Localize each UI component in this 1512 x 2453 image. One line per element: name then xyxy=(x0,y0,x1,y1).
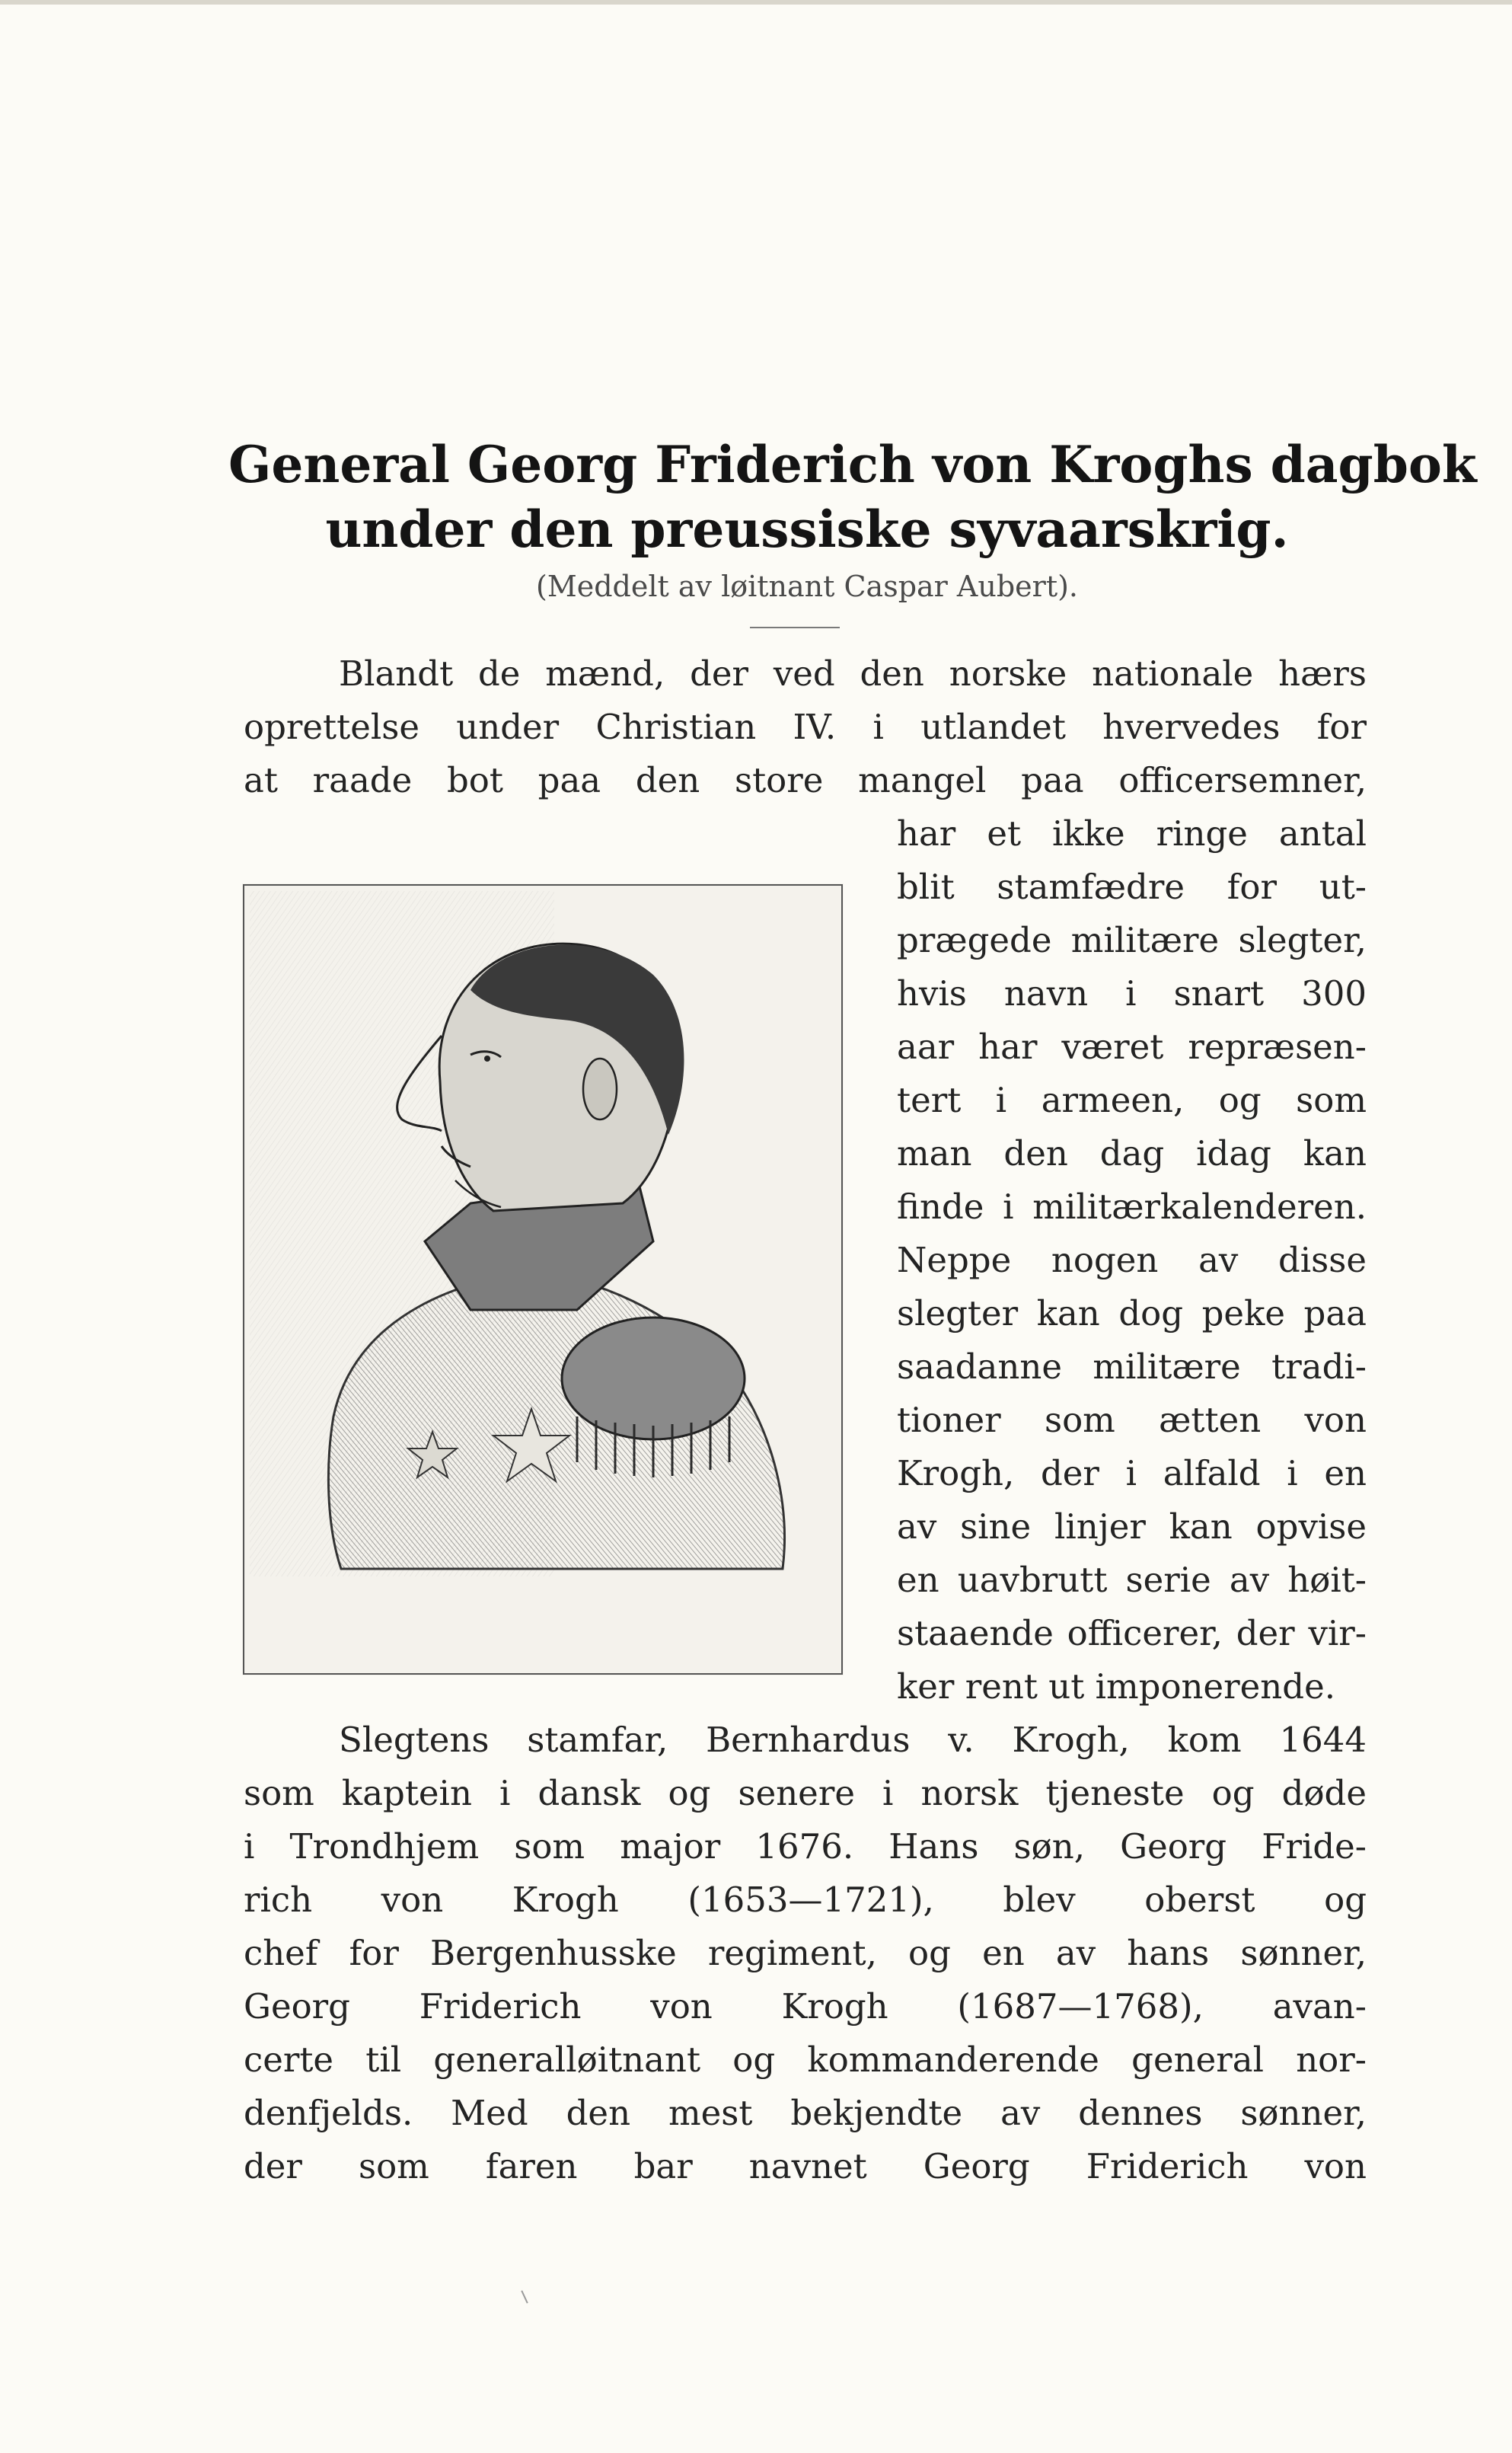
body-line-12: Neppe nogen av disse xyxy=(897,1240,1367,1280)
body-line-22: som kaptein i dansk og senere i norsk tjeneste og døde xyxy=(244,1773,1367,1813)
article-title-line-2: under den preussiske syvaarskrig. xyxy=(325,500,1289,559)
body-line-26: Georg Friderich von Krogh (1687—1768), avan- xyxy=(244,1986,1367,2027)
body-line-23: i Trondhjem som major 1676. Hans søn, Georg Fride- xyxy=(244,1826,1367,1867)
page-top-edge xyxy=(0,0,1512,5)
body-line-25: chef for Bergenhusske regiment, og en av hans sønner, xyxy=(244,1933,1367,1973)
body-line-4: har et ikke ringe antal xyxy=(897,813,1367,854)
body-line-21: Slegtens stamfar, Bernhardus v. Krogh, kom 1644 xyxy=(339,1720,1367,1760)
body-line-24: rich von Krogh (1653—1721), blev oberst og xyxy=(244,1880,1367,1920)
body-line-7: hvis navn i snart 300 xyxy=(897,973,1367,1014)
body-line-1: Blandt de mænd, der ved den norske nationale hærs xyxy=(339,653,1367,694)
portrait-engraving xyxy=(242,883,844,1675)
article-title-line-1: General Georg Friderich von Kroghs dagbok xyxy=(228,435,1477,494)
body-line-14: saadanne militære tradi- xyxy=(897,1346,1367,1387)
body-line-29: der som faren bar navnet Georg Friderich von xyxy=(244,2146,1367,2186)
body-line-20: ker rent ut imponerende. xyxy=(897,1666,1336,1707)
portrait-svg xyxy=(242,883,844,1675)
body-line-16: Krogh, der i alfald i en xyxy=(897,1453,1367,1493)
body-line-13: slegter kan dog peke paa xyxy=(897,1293,1367,1333)
body-line-18: en uavbrutt serie av høit- xyxy=(897,1560,1367,1600)
body-line-17: av sine linjer kan opvise xyxy=(897,1506,1367,1547)
body-line-8: aar har været repræsen- xyxy=(897,1027,1367,1067)
body-line-2: oprettelse under Christian IV. i utlandet hvervedes for xyxy=(244,707,1367,747)
body-line-9: tert i armeen, og som xyxy=(897,1080,1367,1120)
body-line-3: at raade bot paa den store mangel paa officersemner, xyxy=(244,760,1367,800)
body-line-15: tioner som ætten von xyxy=(897,1400,1367,1440)
title-divider-rule xyxy=(750,627,840,628)
body-line-11: finde i militærkalenderen. xyxy=(897,1187,1367,1227)
body-line-28: denfjelds. Med den mest bekjendte av dennes sønner, xyxy=(244,2093,1367,2133)
body-line-6: prægede militære slegter, xyxy=(897,920,1367,960)
article-byline: (Meddelt av løitnant Caspar Aubert). xyxy=(536,570,1078,603)
body-line-19: staaende officerer, der vir- xyxy=(897,1613,1367,1653)
body-line-10: man den dag idag kan xyxy=(897,1133,1367,1174)
body-line-5: blit stamfædre for ut- xyxy=(897,867,1367,907)
body-line-27: certe til generalløitnant og kommanderende general nor- xyxy=(244,2039,1367,2080)
